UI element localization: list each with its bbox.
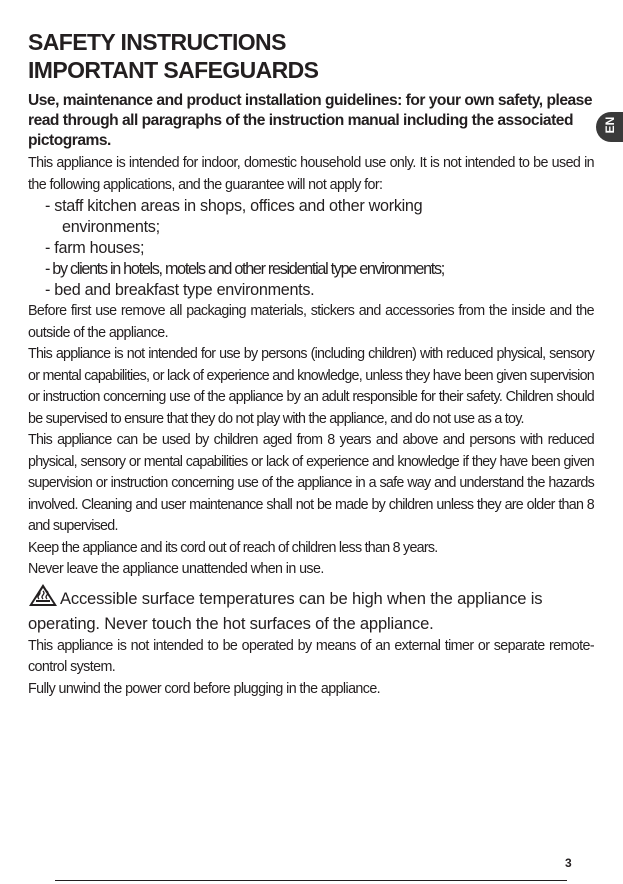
list-item: - by clients in hotels, motels and other residential type environments;: [45, 260, 444, 278]
exclusion-list: [28, 196, 594, 301]
hot-surface-warning: [28, 583, 594, 635]
document-page: [28, 28, 594, 700]
persons-paragraph: This appliance is not intended for use by persons (including children) with reduced physical, sensory or mental capabilities, or lack of experience and knowledge, unless they have been given supervision or instruction concerning use of the appliance by an adult responsible for their safety. Children should be supervised to ensure that they do not play with the appliance, and do not use as a toy.: [28, 346, 594, 427]
language-tab-label: EN: [603, 116, 617, 134]
title-line-1: SAFETY INSTRUCTIONS: [28, 29, 286, 55]
unwind-paragraph: Fully unwind the power cord before plugging in the appliance.: [28, 680, 381, 697]
page-title: [28, 28, 594, 84]
intro-paragraph: This appliance is intended for indoor, domestic household use only. It is not intended to be used in the following applications, and the guarantee will not apply for:: [28, 155, 594, 193]
hot-surface-warning-icon: [28, 583, 58, 613]
list-item: - bed and breakfast type environments.: [45, 281, 315, 299]
packaging-paragraph: Before first use remove all packaging materials, stickers and accessories from the inside and the outside of the appliance.: [28, 303, 594, 341]
cord-paragraph: Keep the appliance and its cord out of reach of children less than 8 years.: [28, 539, 438, 556]
unattended-paragraph: Never leave the appliance unattended when in use.: [28, 561, 324, 577]
warning-text: Accessible surface temperatures can be high when the appliance is operating. Never touch the hot surfaces of the appliance.: [28, 588, 543, 633]
language-tab: [596, 112, 623, 142]
timer-paragraph: This appliance is not intended to be operated by means of an external timer or separate remote-control system.: [28, 637, 594, 675]
list-item: - farm houses;: [45, 239, 145, 257]
footer-divider: [55, 880, 567, 881]
subtitle: Use, maintenance and product installation guidelines: for your own safety, please read through all paragraphs of the instruction manual including the associated pictograms.: [28, 92, 593, 149]
list-item-1-continuation: environments;: [62, 218, 160, 236]
children-paragraph: This appliance can be used by children aged from 8 years and above and persons with reduced physical, sensory or mental capabilities or lack of experience and knowledge if they have been given supervision or instruction concerning use of the appliance in a safe way and understand the hazards involved. Cleaning and user maintenance shall not be made by children unless they are older than 8 and supervised.: [28, 432, 594, 534]
list-item: [28, 196, 594, 238]
list-item-1-text: - staff kitchen areas in shops, offices and other working: [45, 197, 423, 215]
title-line-2: IMPORTANT SAFEGUARDS: [28, 57, 319, 83]
page-number: 3: [565, 856, 572, 870]
